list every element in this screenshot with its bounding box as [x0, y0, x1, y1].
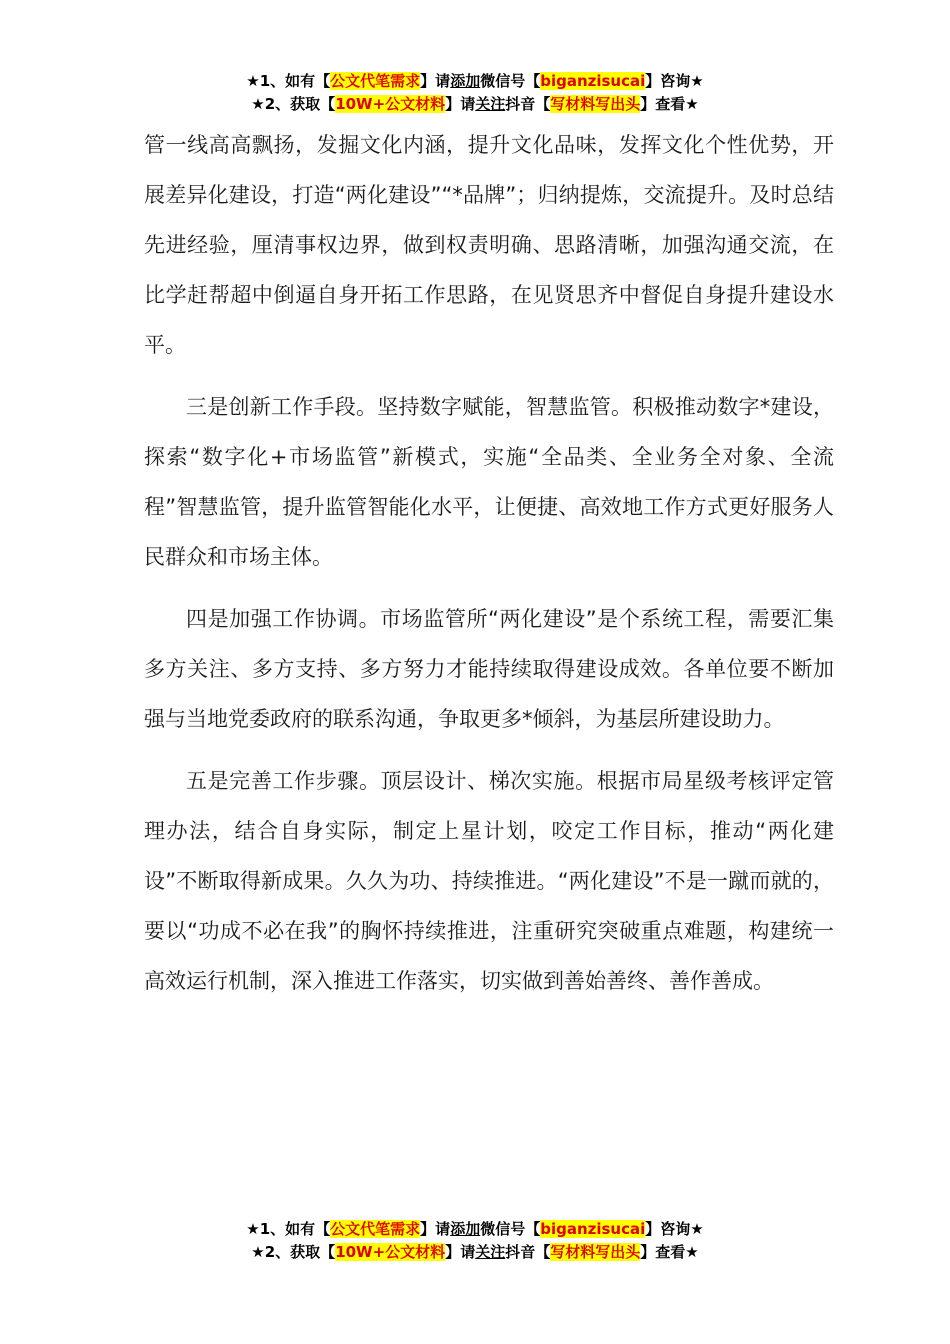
header-highlight-ghostwriting: 公文代笔需求	[330, 72, 421, 90]
footer-line-1-text: ★1、如有【	[246, 1220, 331, 1238]
footer-underline-add: 添加	[450, 1220, 481, 1238]
footer-underline-follow: 关注	[475, 1243, 506, 1261]
header-highlight-douyin: 写材料写出头	[550, 95, 641, 113]
header-line-2-text: 】查看★	[640, 95, 699, 113]
footer-highlight-douyin: 写材料写出头	[550, 1243, 641, 1261]
header-line-1-text: ★1、如有【	[246, 72, 331, 90]
footer-line-1-text: 】咨询★	[645, 1220, 704, 1238]
header-underline-follow: 关注	[475, 95, 506, 113]
header-highlight-materials: 10W+公文材料	[335, 95, 446, 113]
paragraph-innovate-means: 三是创新工作手段。坚持数字赋能，智慧监管。积极推动数字*建设，探索“数字化+市场监管”新模式，实施“全品类、全业务全对象、全流程”智慧监管，提升监管智能化水平，让便捷、高效地工作方式更好服务人民群众和市场主体。	[144, 395, 834, 569]
paragraph-coordination: 四是加强工作协调。市场监管所“两化建设”是个系统工程，需要汇集多方关注、多方支持、多方努力才能持续取得建设成效。各单位要不断加强与当地党委政府的联系沟通，争取更多*倾斜，为基层所建设助力。	[144, 607, 834, 731]
paragraph-continuation: 管一线高高飘扬，发掘文化内涵，提升文化品味，发挥文化个性优势，开展差异化建设，打造“两化建设”“*品牌”；归纳提炼，交流提升。及时总结先进经验，厘清事权边界，做到权责明确、思路清晰，加强沟通交流，在比学赶帮超中倒逼自身开拓工作思路，在见贤思齐中督促自身提升建设水平。	[144, 133, 834, 357]
footer-line-1-text: 微信号【	[480, 1220, 541, 1238]
header-underline-add: 添加	[450, 72, 481, 90]
footer-line-2-text: 】请	[445, 1243, 476, 1261]
footer-line-2	[0, 1241, 950, 1264]
document-body	[144, 120, 834, 1018]
paragraph-improve-steps: 五是完善工作步骤。顶层设计、梯次实施。根据市局星级考核评定管理办法，结合自身实际，制定上星计划，咬定工作目标，推动“两化建设”不断取得新成果。久久为功、持续推进。“两化建设”不是一蹴而就的，要以“功成不必在我”的胸怀持续推进，注重研究突破重点难题，构建统一高效运行机制，深入推进工作落实，切实做到善始善终、善作善成。	[144, 769, 834, 993]
header-banner	[0, 70, 950, 116]
header-line-1	[0, 70, 950, 93]
header-line-2	[0, 93, 950, 116]
header-line-1-text: 】请	[420, 72, 451, 90]
footer-banner	[0, 1218, 950, 1264]
footer-highlight-ghostwriting: 公文代笔需求	[330, 1220, 421, 1238]
header-line-2-text: 抖音【	[505, 95, 551, 113]
footer-line-2-text: 抖音【	[505, 1243, 551, 1261]
footer-highlight-materials: 10W+公文材料	[335, 1243, 446, 1261]
footer-line-1-text: 】请	[420, 1220, 451, 1238]
footer-line-2-text: 】查看★	[640, 1243, 699, 1261]
footer-highlight-wechat-id: biganzisucai	[540, 1220, 646, 1238]
header-line-2-text: ★2、获取【	[251, 95, 336, 113]
header-line-1-text: 微信号【	[480, 72, 541, 90]
footer-line-2-text: ★2、获取【	[251, 1243, 336, 1261]
footer-line-1	[0, 1218, 950, 1241]
header-line-2-text: 】请	[445, 95, 476, 113]
header-line-1-text: 】咨询★	[645, 72, 704, 90]
header-highlight-wechat-id: biganzisucai	[540, 72, 646, 90]
